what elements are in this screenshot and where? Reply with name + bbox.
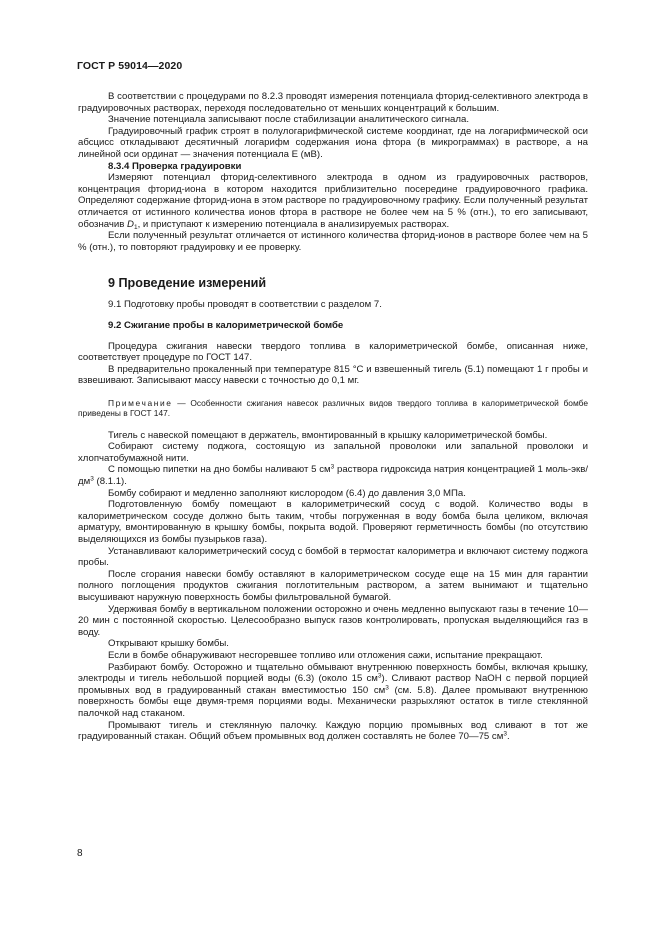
paragraph: Разбирают бомбу. Осторожно и тщательно обмывают внутреннюю поверхность бомбы, включая крышку, электроды и тигель небольшой порцией воды (6.3) (около 15 $см^3$). Сливают раствор NaOH с первой порцией промывных вод в градуированный стакан вместимостью 150 $см^3$ (см. 5.8). Далее промывают внутреннюю поверхность бомбы еще двумя-тремя порциями воды. Механически разрыхляют остаток в тигле стеклянной палочкой над стаканом. bbox=[78, 661, 588, 719]
paragraph: Если полученный результат отличается от истинного количества фторид-ионов в растворе более чем на 5 % (отн.), то повторяют градуировку и ее проверку. bbox=[78, 230, 588, 253]
paragraph: Измеряют потенциал фторид-селективного электрода в одном из градуировочных растворов, концентрация фторид-иона в котором находится приблизительно посередине градуировочного графика. Определяют содержание фторид-иона в этом растворе по градуировочному графику. Если полученный результат отличается от истинного количества ионов фтора в растворе не более чем на 5 % (отн.), то его записывают, обозначив $D_1$, и приступают к измерению потенциала в анализируемых растворах. bbox=[78, 172, 588, 231]
paragraph: Промывают тигель и стеклянную палочку. Каждую порцию промывных вод сливают в тот же градуированный стакан. Общий объем промывных вод должен составлять не более 70—75 $см^3$. bbox=[78, 719, 588, 743]
paragraph: Процедура сжигания навески твердого топлива в калориметрической бомбе, описанная ниже, соответствует процедуре по ГОСТ 147. bbox=[78, 340, 588, 364]
paragraph: Удерживая бомбу в вертикальном положении осторожно и очень медленно выпускают газы в течение 10—20 мин с постоянной скоростью. Целесообразно выпуск газов контролировать, пропуская выделяющийся газ в воду. bbox=[78, 603, 588, 638]
note-label: Примечание bbox=[108, 397, 173, 408]
section-heading-9: 9 Проведение измерений bbox=[108, 276, 267, 291]
paragraph: Бомбу собирают и медленно заполняют кислородом (6.4) до давления 3,0 МПа. bbox=[108, 487, 466, 499]
variable-d: D bbox=[127, 218, 134, 230]
paragraph: В соответствии с процедурами по 8.2.3 проводят измерения потенциала фторид-селективного электрода в градуировочных растворах, переходя последовательно от меньших концентраций к большим. bbox=[78, 91, 588, 114]
document-header: ГОСТ Р 59014—2020 bbox=[77, 60, 183, 72]
paragraph: Собирают систему поджога, состоящую из запальной проволоки или запальной проволоки и хлопчатобумажной нити. bbox=[78, 441, 588, 464]
paragraph: Значение потенциала записывают после стабилизации аналитического сигнала. bbox=[108, 114, 469, 126]
paragraph: Устанавливают калориметрический сосуд с бомбой в термостат калориметра и включают систему поджога пробы. bbox=[78, 545, 588, 569]
paragraph: С помощью пипетки на дно бомбы наливают 5 $см^3$ раствора гидроксида натрия концентрацией 1 моль-$экв/дм^3$ (8.1.1). bbox=[78, 463, 588, 488]
paragraph: После сгорания навески бомбу оставляют в калориметрическом сосуде еще на 15 мин для гарантии полного поглощения продуктов сжигания поглотительным раствором, а затем вынимают и тщательно высушивают наружную поверхность бомбы фильтровальной бумагой. bbox=[78, 568, 588, 603]
subsection-heading-8-3-4: 8.3.4 Проверка градуировки bbox=[108, 160, 242, 172]
paragraph: Тигель с навеской помещают в держатель, вмонтированный в крышку калориметрической бомбы. bbox=[108, 429, 548, 441]
paragraph: Открывают крышку бомбы. bbox=[108, 638, 229, 650]
page-body bbox=[78, 91, 588, 743]
note: Примечание — Особенности сжигания навесок различных видов твердого топлива в калориметрической бомбе приведены в ГОСТ 147. bbox=[78, 397, 588, 419]
paragraph: Если в бомбе обнаруживают несгоревшее топливо или отложения сажи, испытание прекращают. bbox=[108, 649, 543, 661]
paragraph: 9.1 Подготовку пробы проводят в соответствии с разделом 7. bbox=[108, 299, 382, 311]
subsection-heading-9-2: 9.2 Сжигание пробы в калориметрической бомбе bbox=[108, 319, 344, 331]
paragraph: Подготовленную бомбу помещают в калориметрический сосуд с водой. Количество воды в калориметрическом сосуде должно быть таким, чтобы погруженная в воду бомба была целиком, включая арматуру, вмонтированную в крышку бомбы, покрыта водой. Проверяют герметичность бомбы (по отсутствию выделяющихся из бомбы пузырьков газа). bbox=[78, 499, 588, 546]
paragraph: Градуировочный график строят в полулогарифмической системе координат, где на логарифмической оси абсцисс откладывают десятичный логарифм содержания иона фтора (в микрограммах) в растворе, а на линейной оси ординат — значения потенциала Е (мВ). bbox=[78, 125, 588, 160]
paragraph: В предварительно прокаленный при температуре 815 °С и взвешенный тигель (5.1) помещают 1 г пробы и взвешивают. Записывают массу навески с точностью до 0,1 мг. bbox=[78, 363, 588, 387]
page-number: 8 bbox=[77, 848, 83, 859]
